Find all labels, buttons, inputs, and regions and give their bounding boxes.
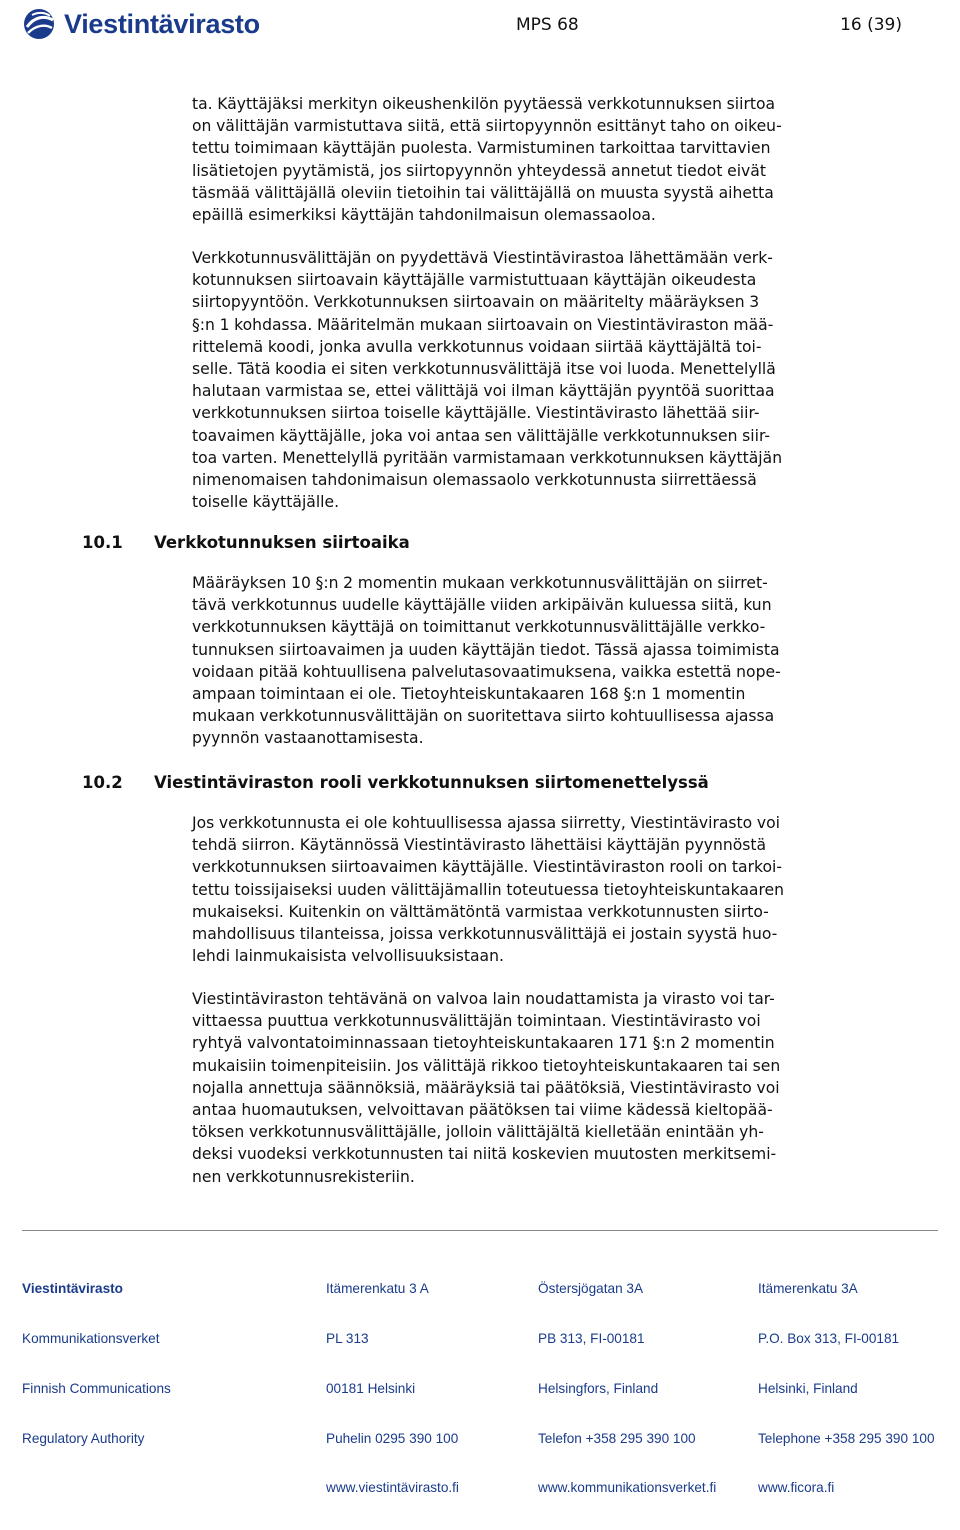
section-number: 10.1 — [82, 533, 123, 552]
footer-link[interactable]: www.kommunikationsverket.fi — [538, 1480, 717, 1496]
footer-line: 00181 Helsinki — [326, 1380, 416, 1396]
logo — [22, 4, 260, 44]
section-heading — [82, 772, 709, 794]
footer-line: Kommunikationsverket — [22, 1330, 160, 1346]
footer-line: PL 313 — [326, 1330, 369, 1346]
footer-line: Viestintävirasto — [22, 1281, 123, 1297]
globe-swoosh-icon — [22, 7, 56, 41]
page-number: 16 (39) — [840, 15, 902, 35]
document-code: MPS 68 — [516, 15, 579, 35]
footer-line: P.O. Box 313, FI-00181 — [758, 1330, 900, 1346]
footer-column-swedish — [538, 1248, 716, 1530]
footer-line: Itämerenkatu 3A — [758, 1281, 858, 1297]
footer-link[interactable]: www.ficora.fi — [758, 1480, 835, 1496]
footer-line: PB 313, FI-00181 — [538, 1330, 645, 1346]
footer-line: Puhelin 0295 390 100 — [326, 1430, 459, 1446]
footer-column-agency — [22, 1248, 171, 1480]
footer-column-finnish — [326, 1248, 459, 1530]
paragraph: ta. Käyttäjäksi merkityn oikeushenkilön pyytäessä verkkotunnuksen siirtoa on välittäjän varmistuttava siitä, että siirtopyynnön esittänyt taho on oikeu- tettu toimimaan käyttäjän puolesta. Varmistuminen tarkoittaa tarvittavien lisätietojen pyytämistä, jos siirtopyynnön yhteydessä annetut tiedot eivät täsmää välittäjällä oleviin tietoihin tai välittäjällä on muusta syystä aihetta epäillä esimerkiksi käyttäjän tahdonilmaisun olemassaoloa. — [192, 95, 782, 225]
footer-line: Östersjögatan 3A — [538, 1281, 644, 1297]
logo-text: Viestintävirasto — [64, 8, 260, 39]
section-title: Verkkotunnuksen siirtoaika — [154, 533, 410, 552]
footer-divider — [22, 1230, 938, 1231]
footer-line: Helsingfors, Finland — [538, 1380, 659, 1396]
footer-line: Regulatory Authority — [22, 1430, 145, 1446]
footer-line: Telephone +358 295 390 100 — [758, 1430, 935, 1446]
section-title: Viestintäviraston rooli verkkotunnuksen siirtomenettelyssä — [154, 773, 709, 792]
paragraph: Määräyksen 10 §:n 2 momentin mukaan verkkotunnusvälittäjän on siirret- tävä verkkotunnus uudelle käyttäjälle viiden arkipäivän kuluessa siitä, kun verkkotunnuksen käyttäjä on toimittanut verkkotunnusvälittäjälle verkko- tunnuksen siirtoavaimen ja uuden käyttäjän tiedot. Tässä ajassa toimimista voidaan pitää kohtuullisena palvelutasovaatimuksena, vaikka estettä nope- ampaan toimintaan ei ole. Tietoyhteiskuntakaaren 168 §:n 1 momentin mukaan verkkotunnusvälittäjän on suoritettava siirto kohtuullisessa ajassa pyynnön vastaanottamisesta. — [192, 574, 781, 748]
section-number: 10.2 — [82, 773, 123, 792]
footer-line: Helsinki, Finland — [758, 1380, 858, 1396]
footer-link[interactable]: www.viestintävirasto.fi — [326, 1480, 459, 1496]
footer-column-english — [758, 1248, 935, 1530]
paragraph: Verkkotunnusvälittäjän on pyydettävä Viestintävirastoa lähettämään verk- kotunnuksen siirtoavain käyttäjälle varmistuttuaan käyttäjän oikeudesta siirtopyyntöön. Verkkotunnuksen siirtoavain on määritelty määräyksen 3 §:n 1 kohdassa. Määritelmän mukaan siirtoavain on Viestintäviraston mää- rittelemä koodi, jonka avulla verkkotunnus voidaan siirtää käyttäjältä toi- selle. Tätä koodia ei siten verkkotunnusvälittäjä itse voi luoda. Menettelyllä halutaan varmistaa se, ettei välittäjä voi ilman käyttäjän pyyntöä suorittaa verkkotunnuksen siirtoa toiselle käyttäjälle. Viestintävirasto lähettää siir- toavaimen käyttäjälle, joka voi antaa sen välittäjälle verkkotunnuksen siir- toa varten. Menettelyllä pyritään varmistamaan verkkotunnuksen käyttäjän nimenomaisen tahdonimaisun olemassaolo verkkotunnusta siirrettäessä toiselle käyttäjälle. — [192, 249, 783, 512]
footer-line: Itämerenkatu 3 A — [326, 1281, 429, 1297]
section-heading — [82, 532, 410, 554]
paragraph: Viestintäviraston tehtävänä on valvoa lain noudattamista ja virasto voi tar- vittaessa puuttua verkkotunnusvälittäjän toimintaan. Viestintävirasto voi ryhtyä valvontatoiminnassaan tietoyhteiskuntakaaren 171 §:n 2 momentin mukaisiin toimenpiteisiin. Jos välittäjä rikkoo tietoyhteiskuntakaaren tai sen nojalla annettuja säännöksiä, määräyksiä tai päätöksiä, Viestintävirasto voi antaa huomautuksen, velvoittavan päätöksen tai viime kädessä kieltopää- töksen verkkotunnusvälittäjälle, jolloin välittäjältä kielletään enintään yh- deksi vuodeksi verkkotunnusten tai niitä koskevien muutosten merkitsemi- nen verkkotunnusrekisteriin. — [192, 990, 781, 1186]
footer-line: Finnish Communications — [22, 1380, 171, 1396]
footer-line: Telefon +358 295 390 100 — [538, 1430, 696, 1446]
paragraph: Jos verkkotunnusta ei ole kohtuullisessa ajassa siirretty, Viestintävirasto voi tehdä siirron. Käytännössä Viestintävirasto lähettäisi käyttäjän pyynnöstä verkkotunnuksen siirtoavaimen käyttäjälle. Viestintäviraston rooli on tarkoi- tettu toissijaiseksi uuden välittäjämallin toteutuessa tietoyhteiskuntakaaren mukaiseksi. Kuitenkin on välttämätöntä varmistaa verkkotunnusten siirto- mahdollisuus tilanteissa, joissa verkkotunnusvälittäjä ei jostain syystä huo- lehdi lainmukaisista velvollisuuksistaan. — [192, 814, 784, 966]
